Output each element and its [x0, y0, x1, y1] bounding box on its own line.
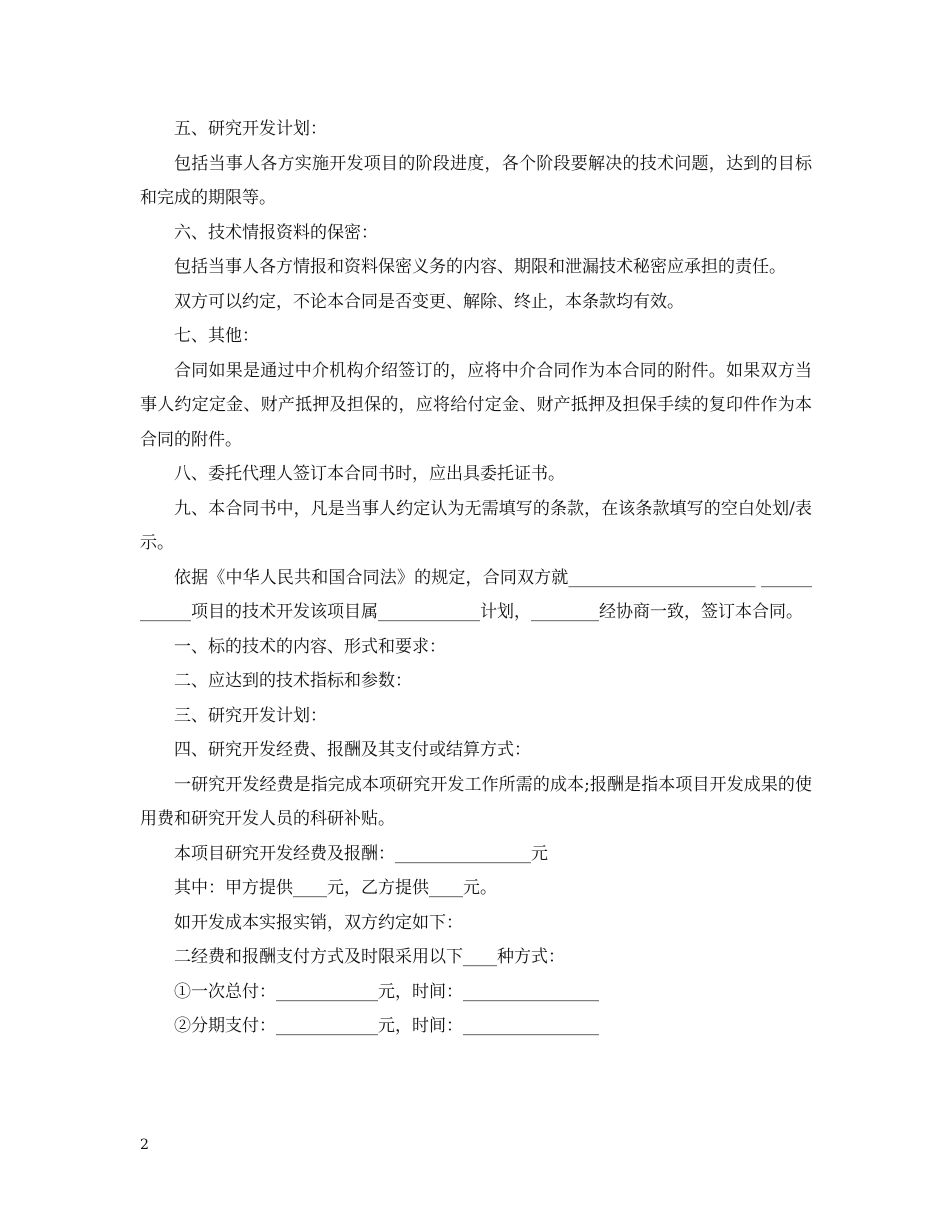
- paragraph-funding-definition: 一研究开发经费是指完成本项研究开发工作所需的成本;报酬是指本项目开发成果的使用费和研究开发人员的科研补贴。: [140, 774, 812, 829]
- paragraph-agent-signing: 八、委托代理人签订本合同书时，应出具委托证书。: [174, 464, 565, 484]
- paragraph-blank-marking: 九、本合同书中，凡是当事人约定认为无需填写的条款，在该条款填写的空白处划/表示。: [140, 498, 812, 553]
- paragraph-other-detail: 合同如果是通过中介机构介绍签订的，应将中介合同作为本合同的附件。如果双方当事人约定定金、财产抵押及担保的，应将给付定金、财产抵押及担保手续的复印件作为本合同的附件。: [140, 360, 812, 450]
- section-heading-research-plan: 五、研究开发计划：: [174, 119, 327, 139]
- section-heading-target-technology: 一、标的技术的内容、形式和要求：: [174, 636, 446, 657]
- section-heading-funding: 四、研究开发经费、报酬及其支付或结算方式：: [174, 740, 531, 760]
- paragraph-actual-cost: 如开发成本实报实销，双方约定如下：: [174, 912, 463, 933]
- page-number: 2: [140, 1137, 149, 1153]
- section-heading-other: 七、其他：: [174, 326, 259, 346]
- paragraph-installment-payment: ②分期支付：____________元，时间：________________: [174, 1016, 599, 1036]
- section-heading-research-plan-2: 三、研究开发计划：: [174, 705, 327, 726]
- paragraph-lump-sum-payment: ①一次总付：____________元，时间：________________: [174, 981, 599, 1002]
- document-body: [140, 112, 812, 1044]
- paragraph-payment-method: 二经费和报酬支付方式及时限采用以下____种方式：: [174, 947, 565, 967]
- section-heading-confidentiality: 六、技术情报资料的保密：: [174, 222, 378, 243]
- section-heading-technical-indicators: 二、应达到的技术指标和参数：: [174, 671, 412, 691]
- paragraph-funding-split: 其中：甲方提供____元，乙方提供____元。: [174, 878, 497, 898]
- paragraph-funding-amount: 本项目研究开发经费及报酬：________________元: [174, 843, 548, 864]
- paragraph-clause-validity: 双方可以约定，不论本合同是否变更、解除、终止，本条款均有效。: [174, 291, 684, 312]
- paragraph-research-plan-detail: 包括当事人各方实施开发项目的阶段进度，各个阶段要解决的技术问题，达到的目标和完成的期限等。: [140, 153, 812, 208]
- paragraph-confidentiality-detail: 包括当事人各方情报和资料保密义务的内容、期限和泄漏技术秘密应承担的责任。: [174, 257, 786, 277]
- paragraph-contract-basis: 依据《中华人民共和国合同法》的规定，合同双方就______________________ ____________项目的技术开发该项目属____________计划，________经协商一致，签订本合同。: [140, 567, 812, 622]
